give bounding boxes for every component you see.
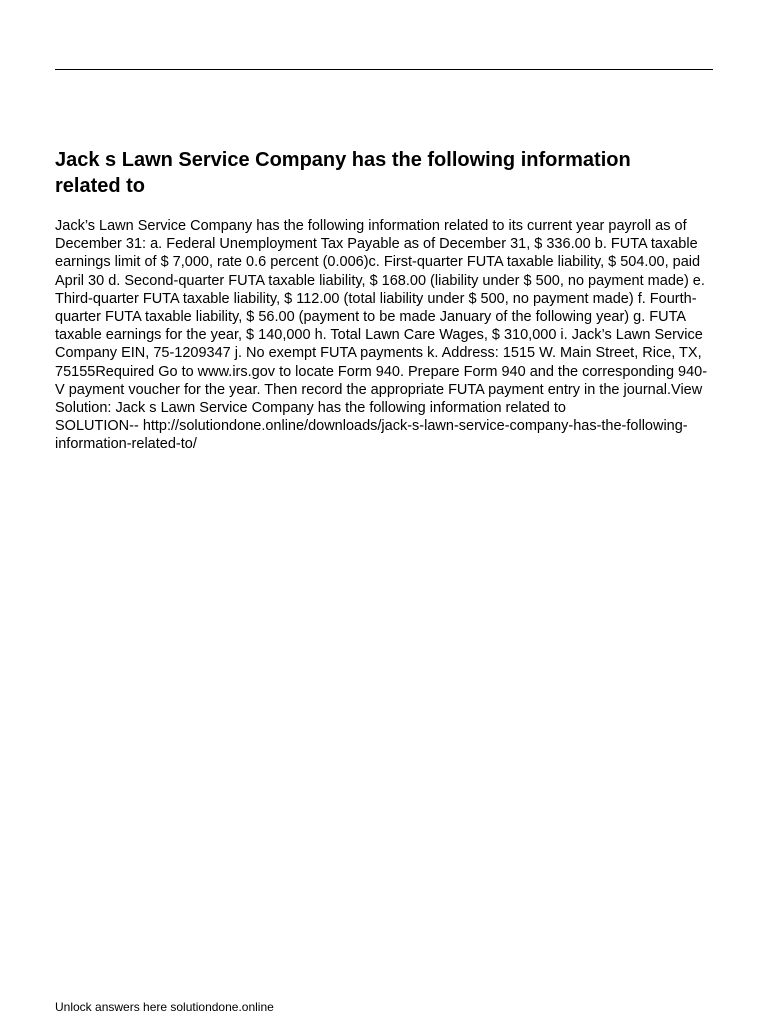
body-paragraph: Jack’s Lawn Service Company has the following information related to its current year payroll as of December 31: a. Federal Unemployment Tax Payable as of December 31, $ 336.00 b. FUTA taxable earnings limit of $ 7,000, rate 0.6 percent (0.006)c. First-quarter FUTA taxable liability, $ 504.00, paid April 30 d. Second-quarter FUTA taxable liability, $ 168.00 (liability under $ 500, no payment made) e. Third-quarter FUTA taxable liability, $ 112.00 (total liability under $ 500, no payment made) f. Fourth-quarter FUTA taxable liability, $ 56.00 (payment to be made January of the following year) g. FUTA taxable earnings for the year, $ 140,000 h. Total Lawn Care Wages, $ 310,000 i. Jack’s Lawn Service Company EIN, 75-1209347 j. No exempt FUTA payments k. Address: 1515 W. Main Street, Rice, TX, 75155Required Go to www.irs.gov to locate Form 940. Prepare Form 940 and the corresponding 940-V payment voucher for the year. Then record the appropriate FUTA payment entry in the journal.View Solution: Jack s Lawn Service Company has the following information related to	[55, 218, 708, 417]
document-body	[55, 217, 715, 454]
document-title: Jack s Lawn Service Company has the following information related to	[55, 149, 631, 197]
footer-text: Unlock answers here solutiondone.online	[55, 1000, 274, 1014]
solution-link[interactable]: http://solutiondone.online/downloads/jack-s-lawn-service-company-has-the-following-information-related-to/	[55, 418, 688, 453]
top-divider	[55, 69, 713, 70]
solution-label: SOLUTION--	[55, 418, 143, 435]
